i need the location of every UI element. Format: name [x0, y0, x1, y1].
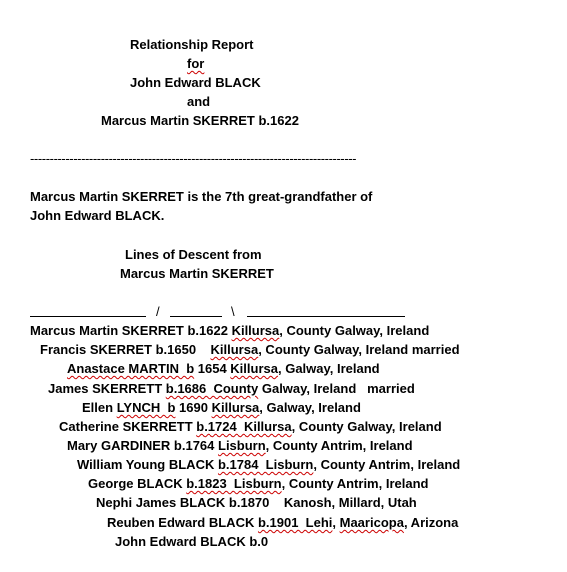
descent-line-7: Mary GARDINER b.1764 Lisburn, County Antrim, Ireland: [67, 438, 413, 453]
divider-line: -----------------------------------------------------------------------------------: [30, 151, 357, 166]
separator-rule-right: [247, 316, 405, 317]
descent-line-9: George BLACK b.1823 Lisburn, County Antrim, Ireland: [88, 476, 429, 491]
separator-backslash: \: [231, 304, 235, 319]
separator-rule-left: [30, 316, 146, 317]
title-for: for: [187, 56, 205, 71]
separator-slash: /: [156, 304, 160, 319]
descent-line-12: John Edward BLACK b.0: [115, 534, 269, 549]
title-person-2: Marcus Martin SKERRET b.1622: [101, 113, 299, 128]
report-title: Relationship Report: [130, 37, 254, 52]
summary-line-1: Marcus Martin SKERRET is the 7th great-grandfather of: [30, 189, 373, 204]
descent-line-1: Marcus Martin SKERRET b.1622 Killursa, County Galway, Ireland: [30, 323, 430, 338]
separator-rule-middle: [170, 316, 222, 317]
descent-heading-2: Marcus Martin SKERRET: [120, 266, 274, 281]
descent-line-5: Ellen LYNCH b 1690 Killursa, Galway, Ireland: [82, 400, 361, 415]
descent-line-10: Nephi James BLACK b.1870 Kanosh, Millard, Utah: [96, 495, 417, 510]
summary-line-2: John Edward BLACK.: [30, 208, 165, 223]
descent-heading-1: Lines of Descent from: [125, 247, 262, 262]
descent-line-6: Catherine SKERRETT b.1724 Killursa, County Galway, Ireland: [59, 419, 442, 434]
descent-line-11: Reuben Edward BLACK b.1901 Lehi, Maaricopa, Arizona: [107, 515, 459, 530]
title-and: and: [187, 94, 211, 109]
descent-line-8: William Young BLACK b.1784 Lisburn, County Antrim, Ireland: [77, 457, 461, 472]
descent-line-3: Anastace MARTIN b 1654 Killursa, Galway, Ireland: [67, 361, 380, 376]
title-person-1: John Edward BLACK: [130, 75, 261, 90]
descent-line-4: James SKERRETT b.1686 County Galway, Ireland married: [48, 381, 415, 396]
descent-line-2: Francis SKERRET b.1650 Killursa, County Galway, Ireland married: [40, 342, 460, 357]
